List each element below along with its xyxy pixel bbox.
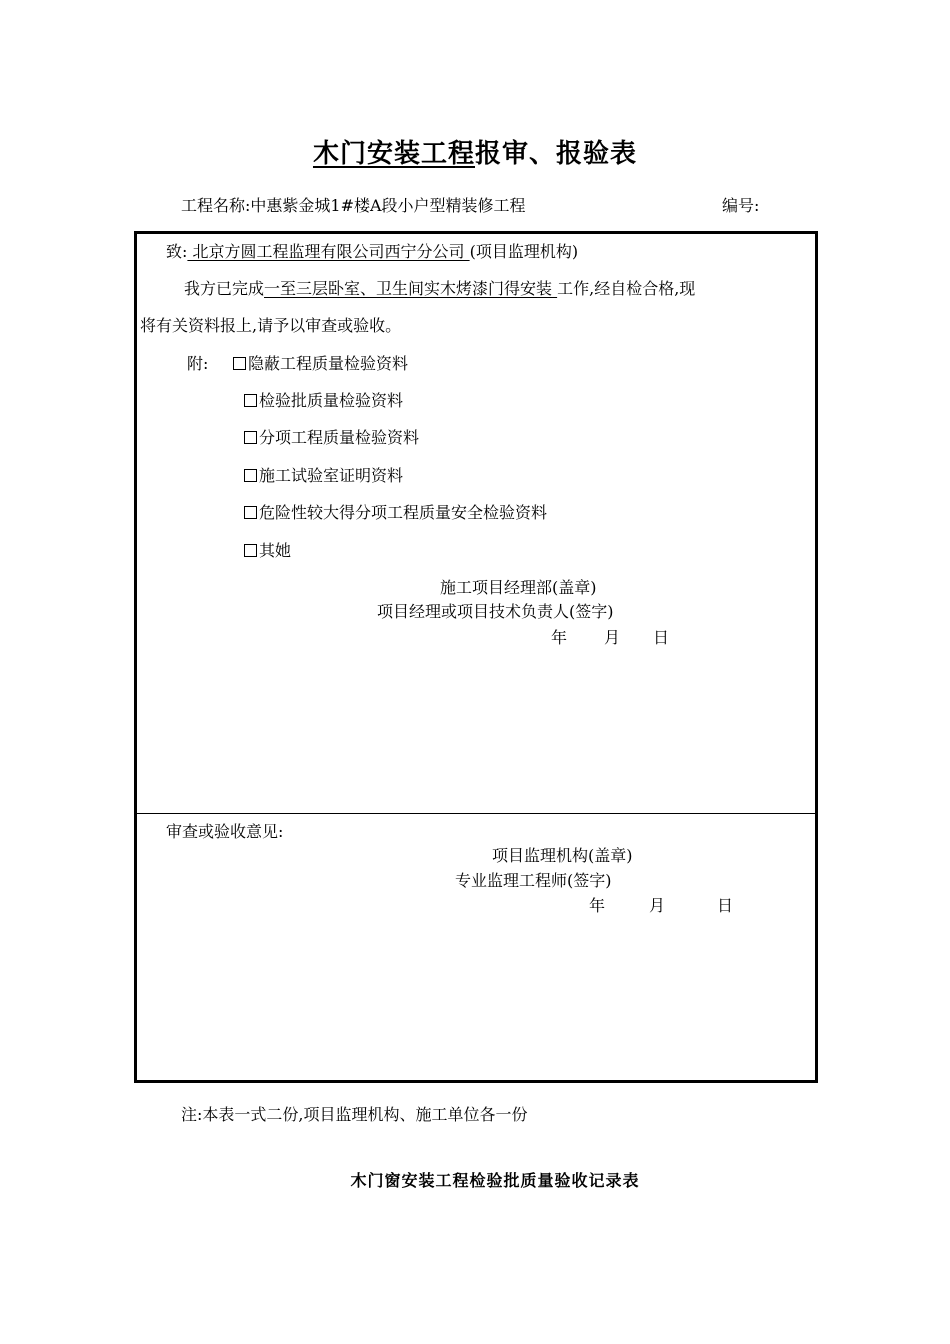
attachment-item (244, 538, 291, 561)
attachment-item (244, 463, 403, 486)
date-year: 年 (589, 896, 606, 915)
date-month: 月 (604, 628, 621, 647)
statement-line-2: 将有关资料报上,请予以审查或验收。 (140, 316, 402, 335)
project-name: 中惠紫金城1#楼A段小户型精装修工程 (250, 196, 526, 215)
date-year: 年 (551, 628, 568, 647)
project-name-row (181, 193, 526, 216)
project-label: 工程名称: (181, 196, 251, 215)
work-description: 一至三层卧室、卫生间实木烤漆门得安装 (264, 279, 558, 298)
supervisor-org-stamp: 项目监理机构(盖章) (492, 846, 633, 865)
addressee-line (166, 239, 578, 262)
title-rest: 报审、报验表 (475, 139, 638, 169)
footnote: 注:本表一式二份,项目监理机构、施工单位各一份 (181, 1105, 528, 1124)
next-section-title: 木门窗安装工程检验批质量验收记录表 (350, 1171, 640, 1190)
attachment-checkbox[interactable] (244, 469, 257, 482)
attachment-label: 附: (187, 354, 209, 373)
supervisor-signature-label: 专业监理工程师(签字) (455, 871, 612, 890)
statement-line-1 (184, 276, 695, 299)
attachment-checkbox[interactable] (233, 357, 246, 370)
review-opinion-label: 审查或验收意见: (166, 822, 284, 841)
attachment-item (244, 388, 403, 411)
addressee-org: 北京方圆工程监理有限公司西宁分公司 (187, 242, 470, 261)
statement-prefix: 我方已完成 (184, 279, 265, 298)
attachment-item (244, 425, 419, 448)
attachment-text: 施工试验室证明资料 (259, 466, 404, 485)
attachment-text: 隐蔽工程质量检验资料 (248, 354, 409, 373)
attachment-text: 其她 (259, 541, 292, 560)
attachment-text: 检验批质量检验资料 (259, 391, 404, 410)
title-underlined-part: 木门安装工程 (312, 139, 475, 169)
form-frame (134, 231, 818, 1083)
attachment-checkbox[interactable] (244, 544, 257, 557)
to-prefix: 致: (166, 242, 188, 261)
statement-suffix: 工作,经自检合格,现 (557, 279, 696, 298)
attachment-text: 分项工程质量检验资料 (259, 428, 420, 447)
section-divider (137, 813, 815, 814)
attachment-text: 危险性较大得分项工程质量安全检验资料 (259, 503, 548, 522)
attachment-item (244, 500, 547, 523)
attachment-checkbox[interactable] (244, 506, 257, 519)
contractor-signature-label: 项目经理或项目技术负责人(签字) (377, 602, 614, 621)
number-label: 编号: (722, 196, 760, 215)
date-day: 日 (717, 896, 734, 915)
page-title (0, 133, 950, 170)
contractor-dept-stamp: 施工项目经理部(盖章) (440, 578, 597, 597)
attachment-item (233, 351, 408, 374)
attachment-checkbox[interactable] (244, 431, 257, 444)
date-day: 日 (653, 628, 670, 647)
date-month: 月 (649, 896, 666, 915)
addressee-suffix: (项目监理机构) (469, 242, 579, 261)
attachment-checkbox[interactable] (244, 394, 257, 407)
